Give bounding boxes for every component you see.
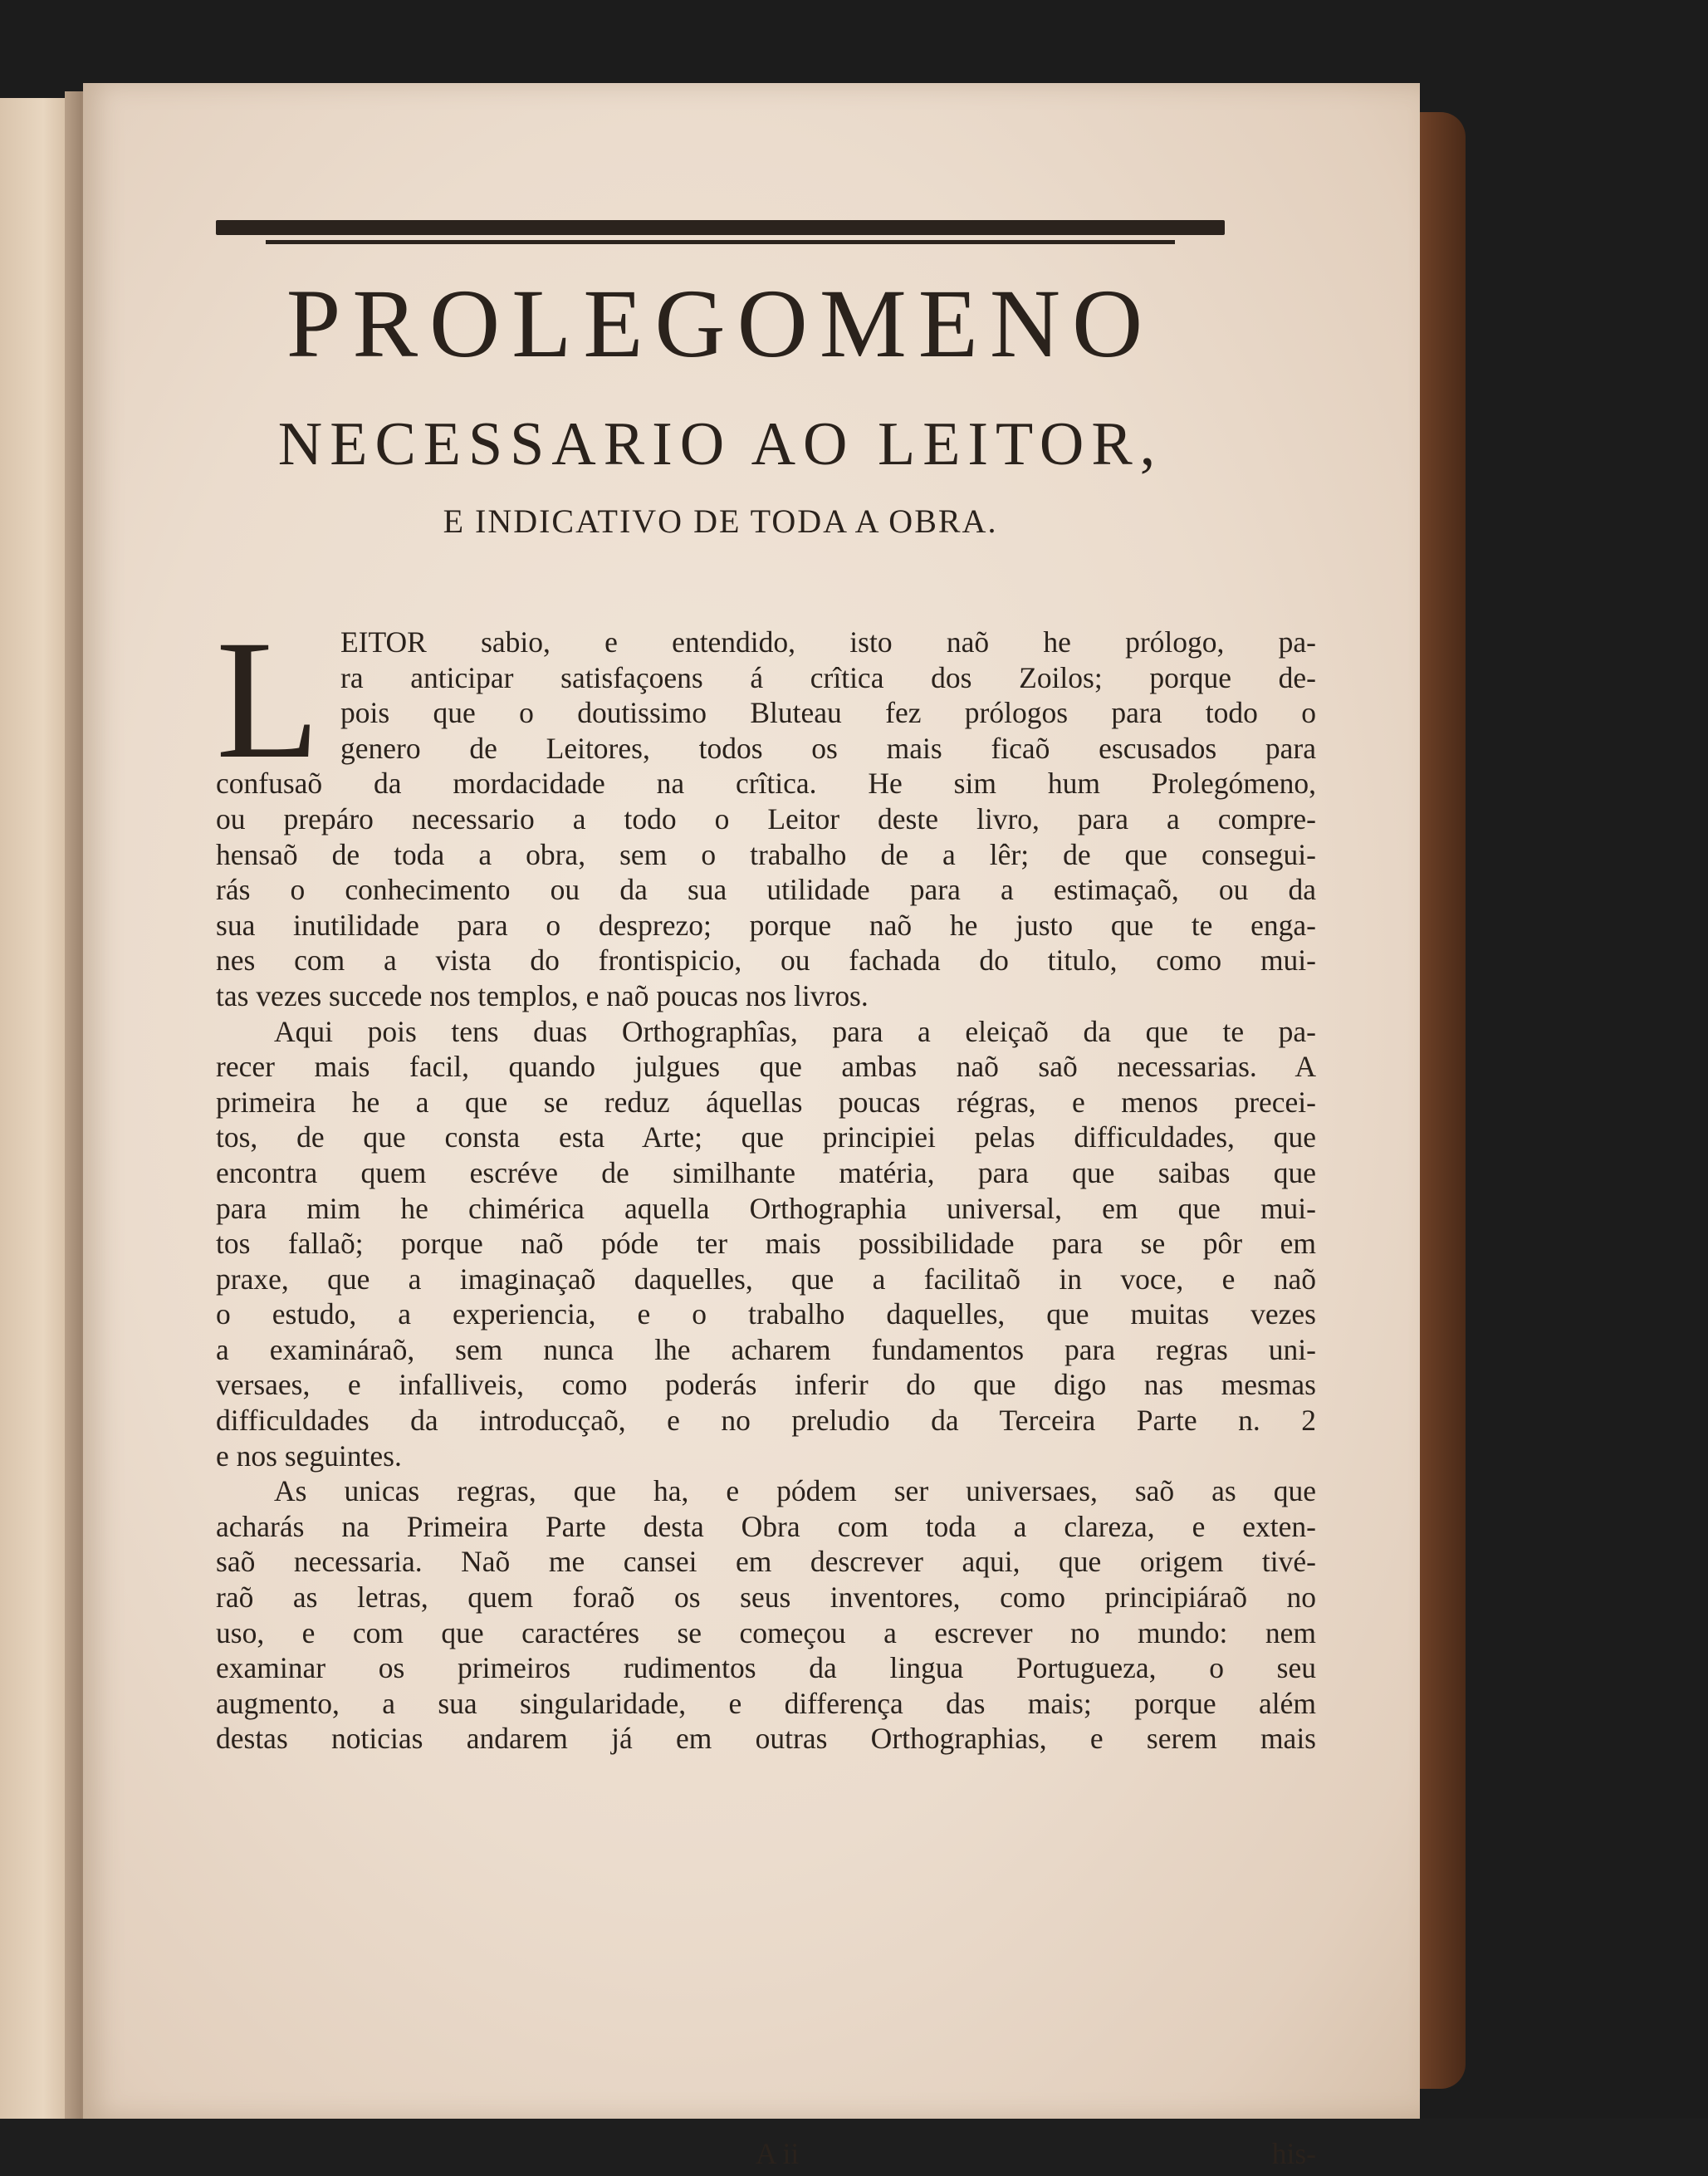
text-line: genero de Leitores, todos os mais ficaõ escusados para: [340, 731, 1316, 765]
page-footer: [216, 2136, 1316, 2176]
page-subtitle: NECESSARIO AO LEITOR,: [277, 410, 1163, 478]
text-line: encontra quem escréve de similhante matéria, para que saibas que: [216, 1155, 1316, 1189]
text-line: tas vezes succede nos templos, e naõ poucas nos livros.: [216, 978, 869, 1012]
paragraph-1: [216, 605, 1316, 1014]
drop-capital: L: [216, 605, 321, 794]
text-line: confusaõ da mordacidade na crîtica. He sim hum Prolegómeno,: [216, 767, 1316, 801]
text-line: tos fallaõ; porque naõ póde ter mais possibilidade para se pôr em: [216, 1227, 1316, 1261]
text-line: raõ as letras, quem foraõ os seus inventores, como principiáraõ no: [216, 1581, 1316, 1615]
signature-mark: A ii: [756, 2137, 800, 2170]
headpiece-thick-bar: [216, 220, 1225, 235]
text-line: Aqui pois tens duas Orthographîas, para a eleiçaõ da que te pa-: [274, 1014, 1316, 1048]
text-line: a examináraõ, sem nunca lhe acharem fundamentos para regras uni-: [216, 1332, 1316, 1366]
paragraph-3: [216, 1473, 1316, 1757]
paragraph-2: [216, 1014, 1316, 1474]
text-line: e nos seguintes.: [216, 1438, 402, 1473]
text-line: primeira he a que se reduz áquellas poucas régras, e menos precei-: [216, 1085, 1316, 1119]
text-line: pois que o doutissimo Bluteau fez prólogos para todo o: [340, 696, 1316, 730]
text-line: sua inutilidade para o desprezo; porque naõ he justo que te enga-: [216, 908, 1316, 942]
page-title: PROLEGOMENO: [286, 269, 1155, 378]
text-line: acharás na Primeira Parte desta Obra com toda a clareza, e exten-: [216, 1509, 1316, 1543]
text-line: para mim he chimérica aquella Orthographia universal, em que mui-: [216, 1191, 1316, 1225]
text-line: examinar os primeiros rudimentos da lingua Portugueza, o seu: [216, 1651, 1316, 1685]
text-line: hensaõ de toda a obra, sem o trabalho de a lêr; de que consegui-: [216, 837, 1316, 871]
text-line: rás o conhecimento ou da sua utilidade para a estimaçaõ, ou da: [216, 873, 1316, 907]
headpiece-thin-bar: [266, 240, 1175, 244]
headpiece-rule: [216, 220, 1225, 248]
text-line: recer mais facil, quando julgues que ambas naõ saõ necessarias. A: [216, 1050, 1316, 1084]
text-line: ou prepáro necessario a todo o Leitor deste livro, para a compre-: [216, 801, 1316, 836]
text-line: As unicas regras, que ha, e pódem ser universaes, saõ as que: [274, 1474, 1316, 1508]
book-page: [83, 83, 1420, 2170]
text-line: nes com a vista do frontispicio, ou fachada do titulo, como mui-: [216, 943, 1316, 978]
body-text: [216, 605, 1316, 1757]
text-line: augmento, a sua singularidade, e differença das mais; porque além: [216, 1686, 1316, 1720]
text-line: praxe, que a imaginaçaõ daquelles, que a facilitaõ in voce, e naõ: [216, 1262, 1316, 1296]
text-line: o estudo, a experiencia, e o trabalho daquelles, que muitas vezes: [216, 1297, 1316, 1331]
text-line: versaes, e infalliveis, como poderás inferir do que digo nas mesmas: [216, 1368, 1316, 1402]
text-line: uso, e com que caractéres se começou a escrever no mundo: nem: [216, 1615, 1316, 1649]
catchword: his-: [1271, 2137, 1316, 2170]
text-line: saõ necessaria. Naõ me cansei em descrever aqui, que origem tivé-: [216, 1545, 1316, 1579]
page-subheading: E INDICATIVO DE TODA A OBRA.: [443, 502, 998, 540]
dropcap-lines: [216, 625, 1316, 766]
text-line: destas noticias andarem já em outras Orthographias, e serem mais: [216, 1722, 1316, 1756]
text-line: tos, de que consta esta Arte; que principiei pelas difficuldades, que: [216, 1120, 1316, 1154]
text-line: EITOR sabio, e entendido, isto naõ he prólogo, pa-: [340, 625, 1316, 659]
text-line: difficuldades da introducçaõ, e no preludio da Terceira Parte n. 2: [216, 1404, 1316, 1438]
text-line: ra anticipar satisfaçoens á crîtica dos Zoilos; porque de-: [340, 660, 1316, 694]
